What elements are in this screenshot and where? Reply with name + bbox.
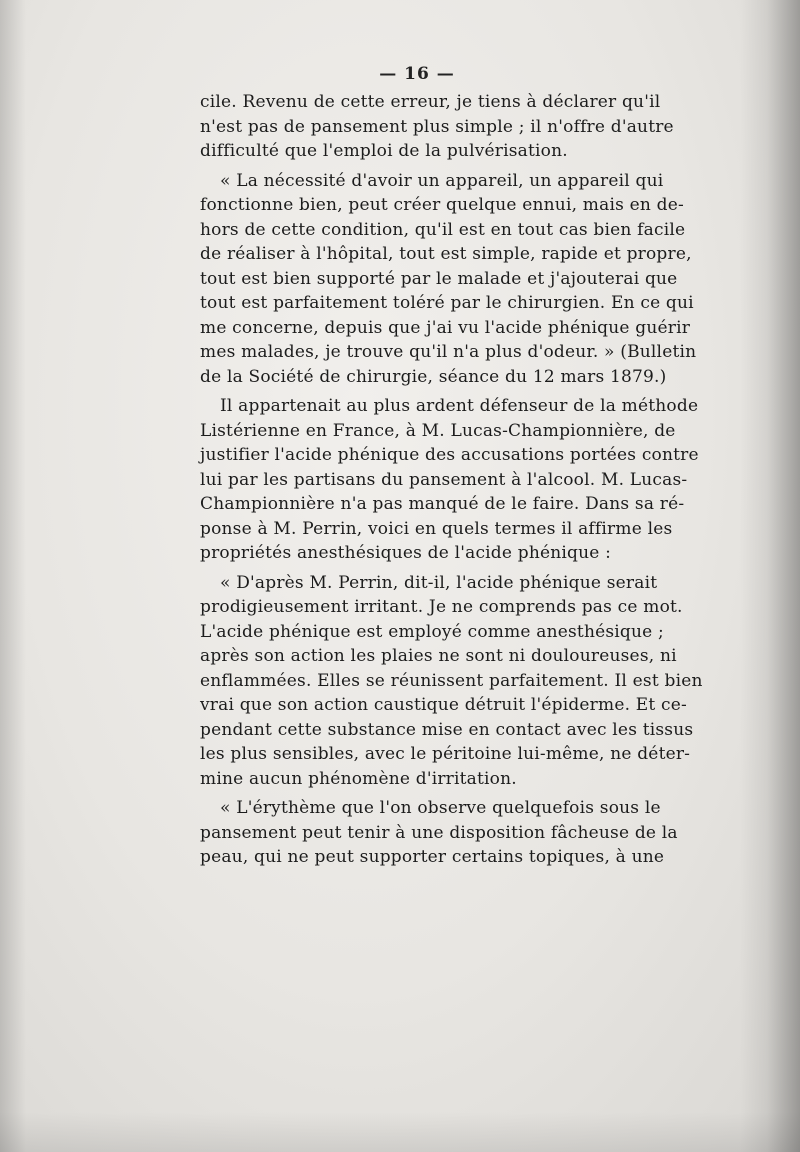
text-line: difficulté que l'emploi de la pulvérisation. — [200, 141, 568, 161]
text-line: de la Société de chirurgie, séance du 12 mars 1879.) — [200, 366, 667, 387]
paragraph — [200, 90, 674, 164]
paragraph — [200, 394, 699, 566]
page-edge-shadow-left — [0, 0, 26, 1152]
text-line: prodigieusement irritant. Je ne comprends pas ce mot. — [200, 597, 683, 617]
text-line: enflammées. Elles se réunissent parfaitement. Il est bien — [200, 670, 703, 691]
paragraph — [200, 169, 697, 390]
page-number: — 16 — — [379, 64, 455, 84]
text-line: « La nécessité d'avoir un appareil, un appareil qui — [220, 170, 664, 191]
text-line: les plus sensibles, avec le péritoine lui-même, ne déter- — [200, 744, 691, 764]
text-line: tout est bien supporté par le malade et j'ajouterai que — [200, 268, 678, 289]
text-line: propriétés anesthésiques de l'acide phénique : — [200, 543, 612, 563]
text-line: me concerne, depuis que j'ai vu l'acide phénique guérir — [200, 317, 691, 338]
text-line: pendant cette substance mise en contact avec les tissus — [200, 719, 694, 740]
page-edge-shadow-right — [740, 0, 800, 1152]
body-text — [200, 90, 703, 870]
text-line: ponse à M. Perrin, voici en quels termes il affirme les — [200, 518, 673, 539]
text-line: justifier l'acide phénique des accusations portées contre — [200, 445, 699, 465]
paragraph — [200, 796, 678, 870]
text-line: vrai que son action caustique détruit l'épiderme. Et ce- — [200, 695, 687, 715]
page-edge-shadow-bottom — [0, 1112, 800, 1152]
paragraph — [200, 571, 703, 792]
text-line: tout est parfaitement toléré par le chirurgien. En ce qui — [200, 293, 694, 313]
text-line: L'acide phénique est employé comme anesthésique ; — [200, 621, 664, 642]
text-line: lui par les partisans du pansement à l'alcool. M. Lucas- — [200, 469, 688, 490]
text-line: mine aucun phénomène d'irritation. — [200, 768, 517, 789]
text-line: peau, qui ne peut supporter certains topiques, à une — [200, 847, 665, 867]
text-line: fonctionne bien, peut créer quelque ennui, mais en de- — [200, 195, 684, 215]
text-line: hors de cette condition, qu'il est en tout cas bien facile — [200, 219, 686, 240]
text-line: de réaliser à l'hôpital, tout est simple, rapide et propre, — [200, 244, 692, 264]
text-line: Il appartenait au plus ardent défenseur de la méthode — [220, 396, 699, 416]
text-line: « D'après M. Perrin, dit-il, l'acide phénique serait — [220, 572, 658, 593]
text-line: n'est pas de pansement plus simple ; il n'offre d'autre — [200, 116, 674, 137]
text-line: après son action les plaies ne sont ni douloureuses, ni — [200, 646, 677, 666]
text-line: pansement peut tenir à une disposition fâcheuse de la — [200, 822, 678, 843]
text-line: Championnière n'a pas manqué de le faire. Dans sa ré- — [200, 494, 685, 514]
text-line: cile. Revenu de cette erreur, je tiens à déclarer qu'il — [200, 92, 661, 112]
text-line: Listérienne en France, à M. Lucas-Championnière, de — [200, 420, 676, 441]
text-line: « L'érythème que l'on observe quelquefois sous le — [220, 798, 661, 818]
text-line: mes malades, je trouve qu'il n'a plus d'odeur. » (Bulletin — [200, 342, 697, 362]
